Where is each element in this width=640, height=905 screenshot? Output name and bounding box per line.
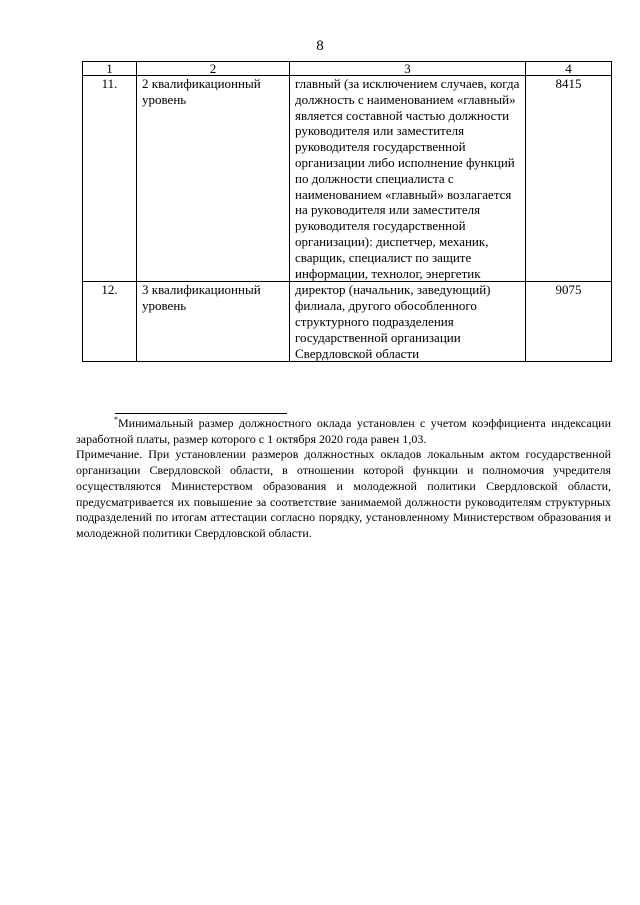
footnote-body: Минимальный размер должностного оклада установлен с учетом коэффициента индексации заработной платы, размер которого с 1 октября 2020 года равен 1,03. (76, 416, 611, 446)
salary-table (82, 61, 612, 362)
column-header: 1 (83, 62, 137, 76)
column-header: 2 (137, 62, 290, 76)
table-row (83, 76, 612, 282)
column-header: 4 (526, 62, 612, 76)
page-number: 8 (316, 38, 324, 54)
salary-value: 9075 (526, 282, 612, 362)
table-header-row (83, 62, 612, 76)
row-number: 11. (83, 76, 137, 282)
salary-value: 8415 (526, 76, 612, 282)
footnote-separator (115, 413, 287, 414)
qualification-level: 2 квалификационный уровень (137, 76, 290, 282)
table-row (83, 282, 612, 362)
position-description: главный (за исключением случаев, когда должность с наименованием «главный» является составной частью должности руководителя или заместителя руководителя государственной организации либо исполнение функций по должности специалиста с наименованием «главный» возлагается на руководителя или заместителя руководителя государственной организации): диспетчер, механик, сварщик, специалист по защите информации, технолог, энергетик (290, 76, 526, 282)
row-number: 12. (83, 282, 137, 362)
footnotes-block (76, 416, 611, 542)
footnote-text (76, 416, 611, 447)
position-description: директор (начальник, заведующий) филиала, другого обособленного структурного подразделения государственной организации Свердловской области (290, 282, 526, 362)
qualification-level: 3 квалификационный уровень (137, 282, 290, 362)
note-text: Примечание. При установлении размеров должностных окладов локальным актом государственной организации Свердловской области, в отношении которой функции и полномочия учредителя осуществляются Министерством образования и молодежной политики Свердловской области, предусматривается их повышение за соответствие занимаемой должности руководителям структурных подразделений по итогам аттестации согласно порядку, установленному Министерством образования и молодежной политики Свердловской области. (76, 447, 611, 540)
column-header: 3 (290, 62, 526, 76)
footnote-marker: * (114, 415, 118, 424)
